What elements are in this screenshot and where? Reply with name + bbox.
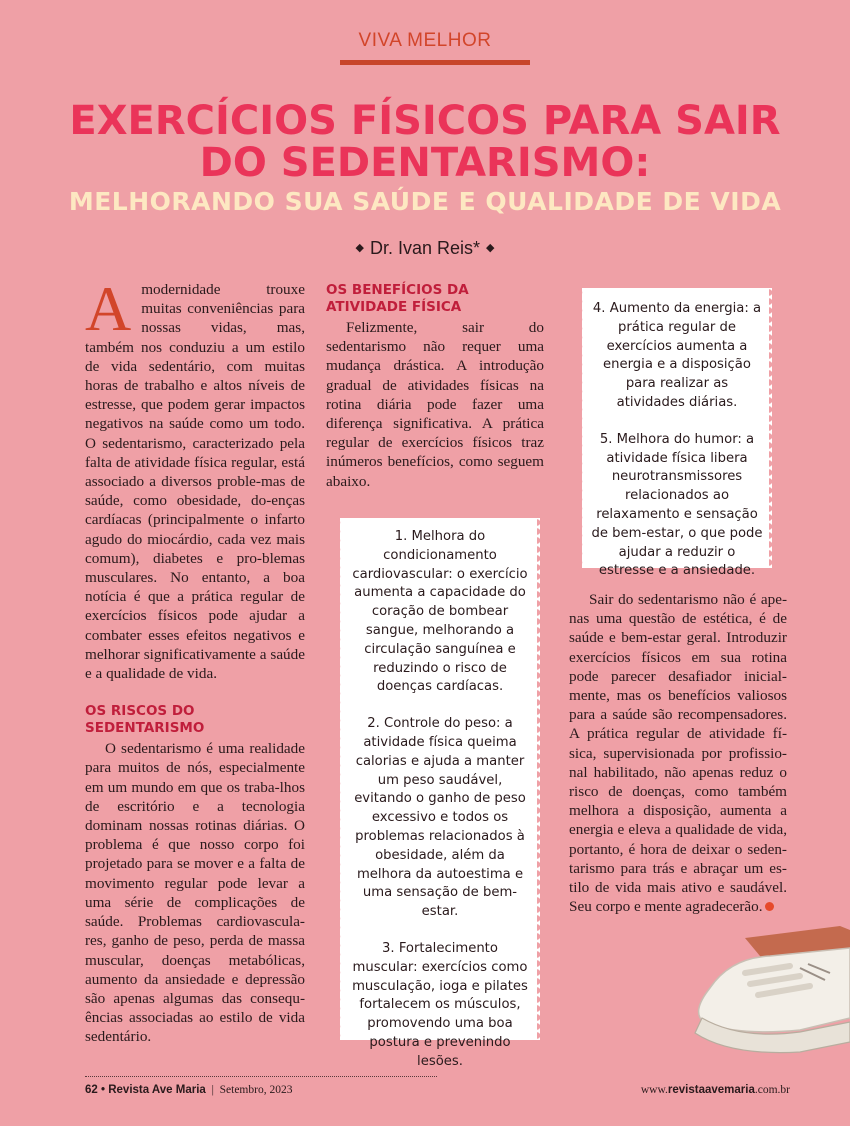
footer-url[interactable] xyxy=(641,1084,790,1096)
benefits-heading: OS BENEFÍCIOS DA ATIVIDADE FÍSICA xyxy=(326,282,469,315)
benefits-box-2 xyxy=(582,288,772,579)
diamond-icon: ◆ xyxy=(355,242,364,254)
benefit-item: 1. Melhora do condicionamento cardiovascular: o exercício aumenta a capacidade do coração de bombear sangue, melhorando a circulação sanguínea e reduzindo o risco de doenças cardíacas. xyxy=(352,529,528,695)
footer-rule xyxy=(85,1076,437,1077)
intro-text: modernidade trouxe muitas conveniências para nossas vidas, mas, também nos conduziu a um estilo de vida sedentário, com muitas horas de trabalho e altos níveis de estresse, que podem gerar impactos negativos na saúde como um todo. O sedentarismo, caracterizado pela falta de atividade física regular, está associado a diversos proble-mas de saúde, como obesidade, do-enças cardíacas (principalmente o infarto agudo do miocárdio, cada vez mais comum), diabetes e pro-blemas musculares. No entanto, a boa notícia é que a prática regular de exercícios físicos pode ajudar a combater esses efeitos negativos e melhorar significativamente a saúde e a qualidade de vida. xyxy=(85,281,305,683)
benefits-box-1 xyxy=(340,518,540,1069)
benefit-item: 5. Melhora do humor: a atividade física libera neurotransmissores relacionados ao relaxamento e sensação de bem-estar, o que pode ajudar a reduzir o estresse e a ansiedade. xyxy=(591,431,763,579)
benefit-item: 4. Aumento da energia: a prática regular de exercícios aumenta a energia e a disposição para realizar as atividades diárias. xyxy=(592,301,762,410)
risks-paragraph: O sedentarismo é uma realidade para muitos de nós, especialmente em um mundo em que os traba-lhos de escritório e a tecnologia dominam nossas rotinas diárias. O problema é que nosso corpo foi projetado para se mover e a falta de movimento regular pode levar a uma série de complicações de saúde. Problemas cardiovascula-res, ganho de peso, perda de massa muscular, doenças metabólicas, aumento da ansiedade e depressão são apenas algumas das consequ-ências associadas ao estilo de vida sedentário. xyxy=(85,740,305,1046)
end-mark-icon xyxy=(765,902,774,911)
column-1 xyxy=(85,273,305,1047)
url-suffix: .com.br xyxy=(754,1084,790,1096)
conclusion-paragraph xyxy=(569,590,787,916)
benefits-paragraph: Felizmente, sair do sedentarismo não requer uma mudança drástica. A introdução gradual de atividades físicas na rotina diária pode fazer uma diferença significativa. A prática regular de exercícios físicos traz inúmeros benefícios, como seguem abaixo. xyxy=(326,319,544,490)
diamond-icon: ◆ xyxy=(486,242,495,254)
sneaker-illustration xyxy=(650,918,850,1068)
intro-paragraph xyxy=(85,273,305,683)
footer-page-info: 62 • Revista Ave Maria | Setembro, 2023 xyxy=(85,1084,293,1096)
article-subtitle: MELHORANDO SUA SAÚDE E QUALIDADE DE VIDA xyxy=(68,187,782,216)
benefit-item: 3. Fortalecimento muscular: exercícios como musculação, ioga e pilates fortalecem os músculos, promovendo uma boa postura e prevenindo lesões. xyxy=(352,940,528,1069)
column-3 xyxy=(569,590,787,916)
section-rule xyxy=(340,60,530,65)
article-title: EXERCÍCIOS FÍSICOS PARA SAIR DO SEDENTARISMO: xyxy=(69,98,781,186)
section-label: VIVA MELHOR xyxy=(358,30,492,51)
column-2 xyxy=(326,282,544,491)
url-prefix: www. xyxy=(640,1084,668,1096)
benefit-item: 2. Controle do peso: a atividade física queima calorias e ajuda a manter um peso saudável, evitando o ganho de peso excessivo e todos os problemas relacionados à obesidade, além da melhora da autoestima e uma sensação de bem-estar. xyxy=(354,716,526,920)
conclusion-text: Sair do sedentarismo não é ape-nas uma questão de estética, é de saúde e bem-estar geral. Introduzir exercícios físicos em sua rotina pode parecer desafiador inicial-mente, mas os benefícios valiosos para a saúde são recompensadores. A prática regular de atividade fí-sica, supervisionada por profissio-nal habilitado, não apenas reduz o risco de doenças, como também melhora a disposição, aumenta a energia e eleva a qualidade de vida, portanto, é hora de deixar o seden-tarismo para trás e abraçar um es-tilo de vida mais ativo e saudável. Seu corpo e mente agradecerão. xyxy=(569,591,787,916)
drop-cap: A xyxy=(85,273,132,344)
author-name: Dr. Ivan Reis* xyxy=(369,238,481,258)
byline xyxy=(0,238,850,259)
page-number: 62 xyxy=(85,1084,98,1096)
magazine-name: Revista Ave Maria xyxy=(108,1084,206,1096)
risks-heading: OS RISCOS DO SEDENTARISMO xyxy=(85,703,205,737)
issue-date: Setembro, 2023 xyxy=(219,1084,293,1096)
url-brand: revistaavemaria xyxy=(667,1084,755,1096)
